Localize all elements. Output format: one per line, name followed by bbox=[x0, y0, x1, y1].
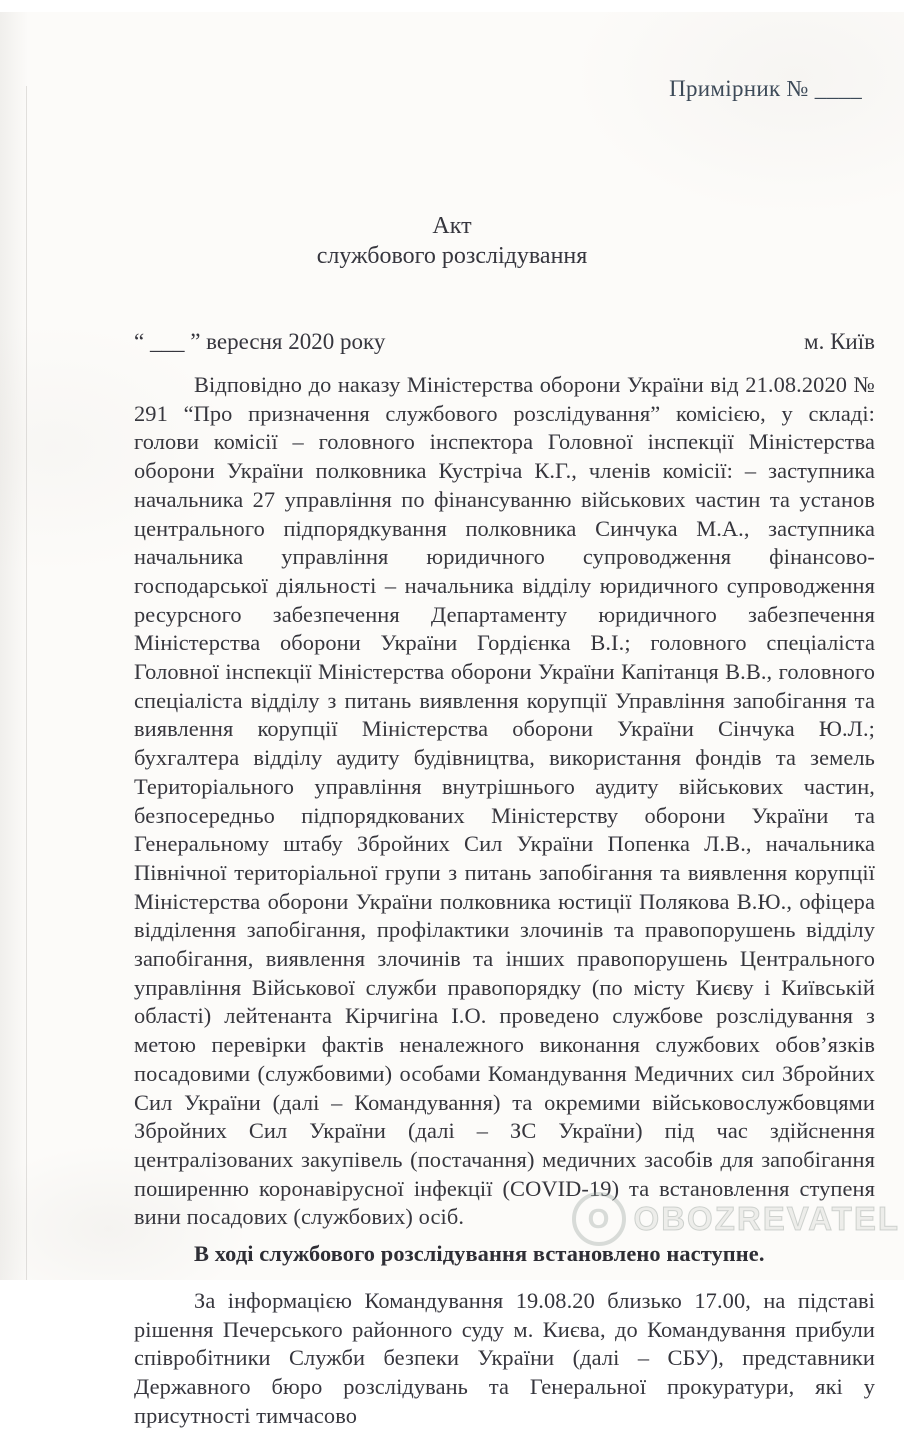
document-body bbox=[134, 371, 875, 1430]
copy-number-label: Примірник № ____ bbox=[669, 76, 862, 101]
watermark-label: OBOZREVATEL bbox=[633, 1200, 900, 1237]
paragraph-intro: Відповідно до наказу Міністерства оборони України від 21.08.2020 № 291 “Про призначення службового розслідування” комісією, у складі: голови комісії – головного інспектора Головної інспекції Міністерства оборони України полковника Кустріча К.Г., членів комісії: – заступника начальника 27 управління по фінансуванню військових частин та установ центрального підпорядкування полковника Синчука М.А., заступника начальника управління юридичного супроводження фінансово-господарської діяльності – начальника відділу юридичного супроводження ресурсного забезпечення Департаменту юридичного забезпечення Міністерства оборони України Гордієнка В.І.; головного спеціаліста Головної інспекції Міністерства оборони України Капітанця В.В., головного спеціаліста відділу з питань виявлення корупції Управління запобігання та виявлення корупції Міністерства оборони України Сінчука Ю.Л.; бухгалтера відділу аудиту будівництва, використання фондів та земель Територіального управління внутрішнього аудиту військових частин, безпосередньо підпорядкованих Міністерству оборони України та Генеральному штабу Збройних Сил України Попенка Л.В., начальника Північної територіальної групи з питань запобігання та виявлення корупції Міністерства оборони України полковника юстиції Полякова В.Ю., офіцера відділення запобігання, профілактики злочинів та правопорушень відділу запобігання, виявлення злочинів та інших правопорушень Центрального управління Військової служби правопорядку (по місту Києву і Київській області) лейтенанта Кірчигіна І.О. проведено службове розслідування з метою перевірки фактів неналежного виконання службових обов’язків посадовими (службовими) особами Командування Медичних сил Збройних Сил України (далі – Командування) та окремими військовослужбовцями Збройних Сил України (далі – ЗС України) під час здійснення централізованих закупівель (постачання) медичних засобів для запобігання поширенню коронавірусної інфекції (COVID-19) та встановлення ступеня вини посадових (службових) осіб. bbox=[134, 372, 875, 1230]
scan-top-strip bbox=[0, 0, 904, 12]
findings-heading: В ході службового розслідування встановлено наступне. bbox=[194, 1241, 765, 1267]
title-line-1: Акт bbox=[432, 213, 472, 239]
place-label: м. Київ bbox=[804, 329, 875, 354]
date-row bbox=[134, 329, 875, 355]
date-line: “ ___ ” вересня 2020 року bbox=[134, 329, 386, 354]
title-line-2: службового розслідування bbox=[316, 243, 588, 269]
document-title bbox=[0, 211, 904, 271]
paragraph-findings: За інформацією Командування 19.08.20 близько 17.00, на підставі рішення Печерського районного суду м. Києва, до Командування прибули співробітники Служби безпеки України (далі – СБУ), представники Державного бюро розслідувань та Генеральної прокуратури, які у присутності тимчасово bbox=[134, 1287, 875, 1428]
watermark-logo-icon: O bbox=[572, 1192, 626, 1246]
